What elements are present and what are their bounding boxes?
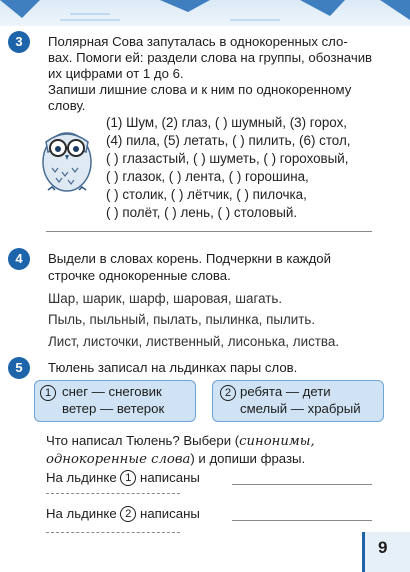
ice-floe-2-number [220, 385, 236, 402]
task3-word-line-6: ( ) полёт, ( ) лень, ( ) столовый. [106, 205, 298, 220]
ice-floe-1-line-2: ветер — ветерок [62, 401, 165, 416]
task3-text-line-1: Полярная Сова запуталась в однокоренных сло- [48, 34, 348, 49]
task5-question-end: ) и допиши фразы. [190, 451, 306, 466]
task5-question-line-1 [46, 433, 315, 451]
task5-answer-1-label [46, 470, 200, 487]
task3-text-line-2: вах. Помоги ей: раздели слова на группы, обозначив [48, 50, 373, 65]
task5-answer-2-line-a[interactable] [232, 520, 372, 521]
answer-2-circle: 2 [120, 506, 136, 522]
task3-word-line-5: ( ) столик, ( ) лётчик, ( ) пилочка, [106, 187, 307, 202]
task3-word-line-1: (1) Шум, (2) глаз, ( ) шумный, (3) горох, [106, 115, 347, 130]
task4-text-line-1: Выдели в словах корень. Подчеркни в каждой [48, 251, 332, 266]
task-number-3: 3 [8, 31, 30, 53]
task3-text-line-4: Запиши лишние слова и к ним по однокоренному [48, 82, 352, 97]
task4-text-line-2: строчке однокоренные слова. [48, 268, 231, 283]
page-number-bar [362, 532, 365, 572]
answer-1-post: написаны [140, 470, 200, 485]
answer-1-circle: 1 [120, 470, 136, 486]
task3-text-line-5: слову. [48, 98, 86, 113]
task4-word-line-3: Лист, листочки, лиственный, лисонька, листва. [48, 334, 340, 349]
ice-floe-1-number [40, 385, 56, 402]
task3-word-line-3: ( ) глазастый, ( ) шуметь, ( ) гороховый, [106, 151, 349, 166]
owl-illustration [36, 118, 98, 194]
ice-floe-2-line-2: смелый — храбрый [240, 401, 361, 416]
ice-floe-1-circle: 1 [40, 385, 56, 401]
task-number-5: 5 [8, 357, 30, 379]
task4-word-line-2: Пыль, пыльный, пылать, пылинка, пылить. [48, 312, 316, 327]
task5-answer-2-label [46, 506, 200, 523]
task5-option-cognates: однокоренные слова [46, 452, 191, 467]
snowflake-decoration [0, 0, 410, 26]
task5-question-start: Что написал Тюлень? Выбери ( [46, 433, 240, 448]
answer-2-pre: На льдинке [46, 506, 117, 521]
task3-answer-line[interactable] [46, 231, 372, 232]
answer-2-post: написаны [140, 506, 200, 521]
page-number: 9 [378, 538, 388, 557]
task4-word-line-1: Шар, шарик, шарф, шаровая, шагать. [48, 291, 283, 306]
task-number-4: 4 [8, 248, 30, 270]
answer-1-pre: На льдинке [46, 470, 117, 485]
task5-answer-1-line-a[interactable] [232, 484, 372, 485]
task5-answer-1-line-b[interactable] [46, 493, 180, 494]
task5-answer-2-line-b[interactable] [46, 532, 180, 533]
task5-intro: Тюлень записал на льдинках пары слов. [48, 360, 298, 375]
task3-word-line-4: ( ) глазок, ( ) лента, ( ) горошина, [106, 169, 309, 184]
task5-option-synonyms: синонимы, [239, 434, 315, 449]
ice-floe-2-circle: 2 [220, 385, 236, 401]
task5-question-line-2 [46, 451, 305, 469]
ice-floe-1-line-1: снег — снеговик [62, 384, 162, 399]
task3-word-line-2: (4) пила, (5) летать, ( ) пилить, (6) стол, [106, 133, 351, 148]
ice-floe-2-line-1: ребята — дети [240, 384, 331, 399]
task3-text-line-3: их цифрами от 1 до 6. [48, 66, 184, 81]
top-decoration [0, 0, 410, 26]
